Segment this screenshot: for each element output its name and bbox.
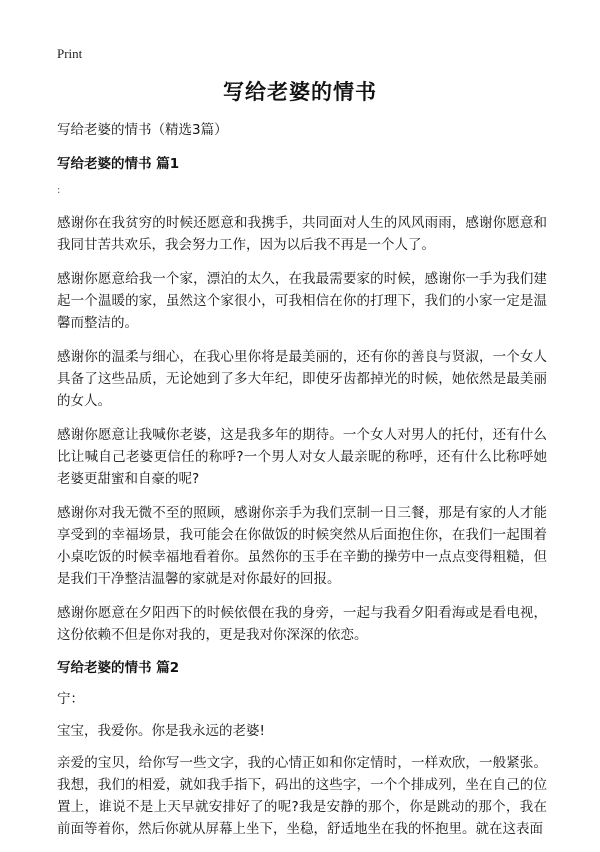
document-subtitle: 写给老婆的情书（精选3篇） xyxy=(57,122,228,138)
paragraph: 亲爱的宝贝，给你写一些文字，我的心情正如和你定情时，一样欢欣，一般紧张。我想，我们的相爱，就如我手指下，码出的这些字，一个个排成列，坐在自己的位置上，谁说不是上天早就安排好了的呢?我是安静的那个，你是跳动的那个，我在前面等着你，然后你就从屏幕上坐下，坐稳，舒适地坐在我的怀抱里。就在这表面 xyxy=(57,755,547,837)
paragraph: 感谢你愿意在夕阳西下的时候依偎在我的身旁，一起与我看夕阳看海或是看电视，这份依赖不但是你对我的，更是我对你深深的依恋。 xyxy=(57,605,547,643)
paragraph: 感谢你对我无微不至的照顾，感谢你亲手为我们烹制一日三餐，那是有家的人才能享受到的幸福场景，我可能会在你做饭的时候突然从后面抱住你，在我们一起围着小桌吃饭的时候幸福地看着你。虽然你的玉手在辛勤的操劳中一点点变得粗糙，但是我们干净整洁温馨的家就是对你最好的回报。 xyxy=(57,505,547,587)
salutation: 宁： xyxy=(57,691,84,707)
paragraph: 宝宝，我爱你。你是我永远的老婆! xyxy=(57,723,265,739)
document-title: 写给老婆的情书 xyxy=(223,80,377,104)
section-heading: 写给老婆的情书 篇2 xyxy=(57,660,180,676)
section-2 xyxy=(57,658,547,840)
print-label: Print xyxy=(57,46,83,61)
paragraph: 感谢你愿意让我喊你老婆，这是我多年的期待。一个女人对男人的托付，还有什么比让喊自己老婆更信任的称呼?一个男人对女人最亲昵的称呼，还有什么比称呼她老婆更甜蜜和自豪的呢? xyxy=(57,427,547,487)
paragraph: 感谢你在我贫穷的时候还愿意和我携手，共同面对人生的风风雨雨，感谢你愿意和我同甘苦共欢乐，我会努力工作，因为以后我不再是一个人了。 xyxy=(57,215,547,253)
section-mark: : xyxy=(57,185,61,196)
paragraph: 感谢你的温柔与细心，在我心里你将是最美丽的，还有你的善良与贤淑，一个女人具备了这些品质，无论她到了多大年纪，即使牙齿都掉光的时候，她依然是最美丽的女人。 xyxy=(57,349,547,409)
document-body xyxy=(57,120,547,852)
section-heading: 写给老婆的情书 篇1 xyxy=(57,156,180,172)
paragraph: 感谢你愿意给我一个家，漂泊的太久，在我最需要家的时候，感谢你一手为我们建起一个温暖的家，虽然这个家很小，可我相信在你的打理下，我们的小家一定是温馨而整洁的。 xyxy=(57,271,547,331)
section-1 xyxy=(57,154,547,646)
